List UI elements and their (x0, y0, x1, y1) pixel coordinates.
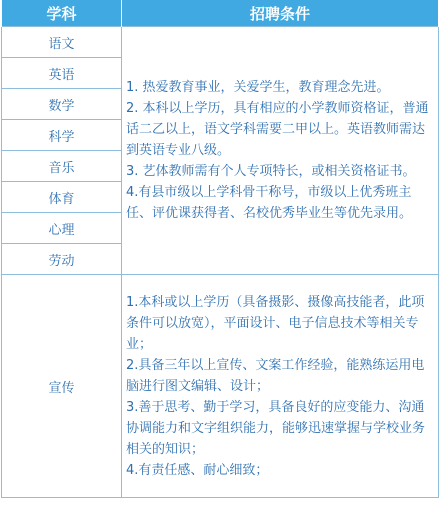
condition-line: 2.具备三年以上宣传、文案工作经验，能熟练运用电脑进行图文编辑、设计； (126, 357, 425, 394)
condition-line: 1. 热爱教育事业，关爱学生，教育理念先进。 (126, 80, 390, 95)
condition-line: 3.善于思考、勤于学习，具备良好的应变能力、沟通协调能力和文字组织能力，能够迅速掌握与学校业务相关的知识； (126, 399, 426, 457)
table-header-row (2, 0, 439, 27)
subject-cell-labor: 劳动 (2, 244, 122, 275)
conditions-cell-publicity (122, 275, 439, 498)
condition-line: 2. 本科以上学历，具有相应的小学教师资格证，普通话二乙以上，语文学科需要二甲以上。英语教师需达到英语专业八级。 (126, 101, 429, 158)
conditions-cell-teachers (122, 27, 439, 275)
table-row (2, 27, 439, 58)
subject-cell-chinese: 语文 (2, 27, 122, 58)
condition-line: 3. 艺体教师需有个人专项特长，或相关资格证书。 (126, 164, 416, 179)
condition-line: 4.有责任感、耐心细致； (126, 462, 269, 478)
header-subject: 学科 (2, 0, 122, 27)
condition-line: 4.有县市级以上学科骨干称号，市级以上优秀班主任、评优课获得者、名校优秀毕业生等优先录用。 (126, 185, 413, 221)
subject-cell-math: 数学 (2, 89, 122, 120)
subject-cell-music: 音乐 (2, 151, 122, 182)
subject-cell-publicity: 宣传 (2, 275, 122, 498)
recruitment-table (1, 0, 439, 498)
table-row (2, 275, 439, 498)
subject-cell-pe: 体育 (2, 182, 122, 213)
subject-cell-psychology: 心理 (2, 213, 122, 244)
subject-cell-english: 英语 (2, 58, 122, 89)
header-conditions: 招聘条件 (122, 0, 439, 27)
subject-cell-science: 科学 (2, 120, 122, 151)
condition-line: 1.本科或以上学历（具备摄影、摄像高技能者，此项条件可以放宽），平面设计、电子信息技术等相关专业； (126, 294, 425, 352)
